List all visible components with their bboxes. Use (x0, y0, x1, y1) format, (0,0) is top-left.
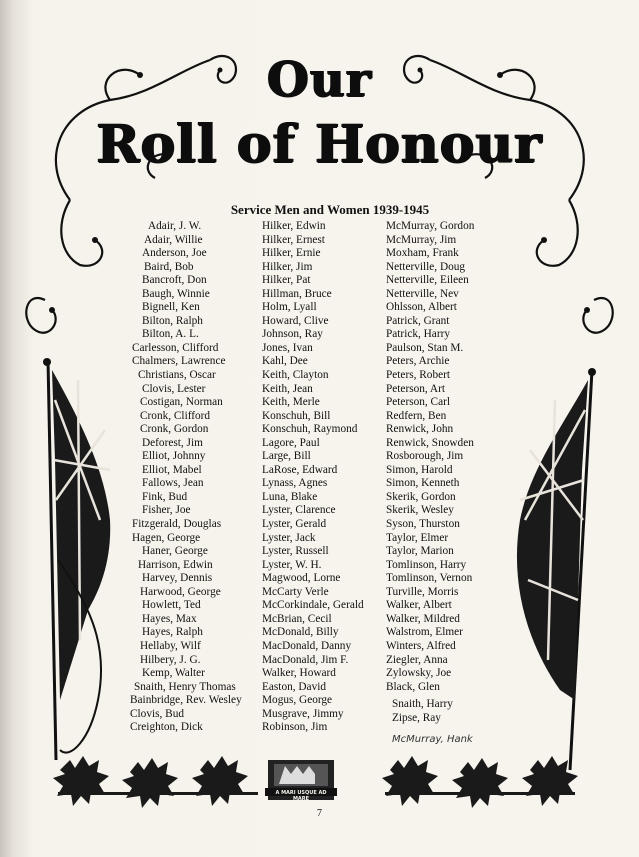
honour-name: Jones, Ivan (262, 341, 313, 354)
names-column-2 (262, 220, 364, 735)
honour-name: Walker, Albert (386, 599, 452, 612)
honour-name: MacDonald, Jim F. (262, 653, 349, 666)
honour-name: Tomlinson, Vernon (386, 572, 473, 585)
honour-name: Ohlsson, Albert (386, 301, 457, 314)
honour-name: Mogus, George (262, 694, 333, 707)
honour-name: Lyster, W. H. (262, 558, 322, 571)
honour-name: Lagore, Paul (262, 436, 320, 449)
honour-name: Paulson, Stan M. (386, 341, 464, 354)
honour-name: Anderson, Joe (142, 247, 207, 260)
honour-name: Zylowsky, Joe (386, 667, 452, 680)
honour-name: Peters, Robert (386, 369, 451, 382)
honour-name: Simon, Harold (386, 463, 453, 476)
names-column-3 (386, 220, 474, 725)
honour-name: Walstrom, Elmer (386, 626, 463, 639)
honour-name: Fink, Bud (142, 490, 188, 503)
honour-name: Adair, J. W. (148, 220, 202, 232)
honour-name: Hilker, Pat (262, 274, 311, 287)
honour-name: Taylor, Elmer (386, 531, 449, 544)
right-union-flag (517, 368, 596, 770)
honour-name: McCorkindale, Gerald (262, 599, 364, 612)
honour-name: Adair, Willie (144, 233, 203, 246)
honour-name: Hillman, Bruce (262, 287, 332, 300)
honour-name: Fitzgerald, Douglas (132, 518, 222, 531)
honour-name: Lynass, Agnes (262, 477, 328, 490)
honour-name: Konschuh, Raymond (262, 423, 358, 436)
honour-name: Fisher, Joe (142, 504, 191, 517)
honour-name: Tomlinson, Harry (386, 558, 467, 571)
honour-name: Syson, Thurston (386, 518, 460, 531)
honour-name: Skerik, Wesley (386, 504, 454, 517)
honour-name: Chalmers, Lawrence (132, 355, 226, 368)
honour-name: McCarty Verle (262, 585, 329, 598)
title-our: Our (267, 52, 372, 108)
honour-name: Bainbridge, Rev. Wesley (130, 694, 242, 707)
honour-name: MacDonald, Danny (262, 639, 352, 652)
honour-name: Peters, Archie (386, 355, 450, 368)
honour-name: Bilton, A. L. (142, 328, 199, 341)
honour-name: Rosborough, Jim (386, 450, 464, 463)
honour-name: Hilker, Ernie (262, 247, 321, 260)
honour-name: Kemp, Walter (142, 667, 205, 680)
honour-name: Ziegler, Anna (386, 653, 448, 666)
honour-name: McBrian, Cecil (262, 612, 332, 625)
honour-name: Hilker, Ernest (262, 233, 325, 246)
honour-name: Netterville, Nev (386, 287, 459, 300)
honour-name: Walker, Mildred (386, 612, 460, 625)
honour-name: Christians, Oscar (138, 369, 216, 382)
honour-name: Clovis, Bud (130, 707, 184, 720)
honour-name: Renwick, John (386, 423, 454, 436)
honour-name: Holm, Lyall (262, 301, 317, 314)
honour-name: Turville, Morris (386, 585, 459, 598)
seal-motto: A MARI USQUE AD MARE (275, 790, 327, 802)
honour-name: Lyster, Clarence (262, 504, 336, 517)
handwritten-note: McMurray, Hank (392, 734, 473, 745)
honour-name: Fallows, Jean (142, 477, 204, 490)
honour-name: Black, Glen (386, 680, 440, 693)
honour-name: Costigan, Norman (140, 396, 223, 409)
honour-name: Netterville, Eileen (386, 274, 469, 287)
page-number: 7 (317, 808, 322, 819)
honour-name: Redfern, Ben (386, 409, 447, 422)
honour-name: Robinson, Jim (262, 721, 328, 734)
honour-name: Hilker, Jim (262, 260, 313, 273)
honour-name: Harwood, George (140, 585, 221, 598)
honour-name: Zipse, Ray (392, 711, 441, 724)
list-subtitle: Service Men and Women 1939-1945 (230, 202, 430, 217)
honour-name: Lyster, Jack (262, 531, 316, 544)
honour-name: Keith, Clayton (262, 369, 329, 382)
honour-name: Patrick, Harry (386, 328, 450, 341)
honour-name: Walker, Howard (262, 667, 336, 680)
honour-name: McDonald, Billy (262, 626, 339, 639)
honour-name: Bignell, Ken (142, 301, 200, 314)
maple-leaf-border-left (53, 756, 258, 808)
honour-name: Skerik, Gordon (386, 490, 456, 503)
honour-name: Luna, Blake (262, 490, 318, 503)
honour-name: Kahl, Dee (262, 355, 308, 368)
title-roll-of-honour: Roll of Honour (96, 114, 543, 175)
honour-name: Easton, David (262, 680, 327, 693)
honour-name: LaRose, Edward (262, 463, 338, 476)
honour-name: Lyster, Russell (262, 545, 329, 558)
names-column-1 (132, 220, 242, 735)
honour-name: Bilton, Ralph (142, 314, 203, 327)
honour-name: Netterville, Doug (386, 260, 466, 273)
honour-name: Howard, Clive (262, 314, 329, 327)
honour-name: Hilbery, J. G. (140, 653, 201, 666)
honour-name: Cronk, Clifford (140, 409, 211, 422)
honour-name: Harrison, Edwin (138, 558, 213, 571)
honour-name: Baugh, Winnie (142, 287, 210, 300)
honour-name: Renwick, Snowden (386, 436, 474, 449)
honour-name: Moxham, Frank (386, 247, 459, 260)
honour-name: Carlesson, Clifford (132, 341, 219, 354)
honour-name: Magwood, Lorne (262, 572, 341, 585)
honour-name: Baird, Bob (144, 260, 194, 273)
honour-name: Keith, Merle (262, 396, 320, 409)
honour-name: Creighton, Dick (130, 721, 203, 734)
honour-name: Hagen, George (132, 531, 201, 544)
honour-name: Hilker, Edwin (262, 220, 326, 232)
honour-name: Peterson, Carl (386, 396, 451, 409)
honour-name: Winters, Alfred (386, 639, 456, 652)
honour-name: Harvey, Dennis (142, 572, 213, 585)
honour-name: Taylor, Marion (386, 545, 454, 558)
honour-name: McMurray, Jim (386, 233, 457, 246)
honour-name: Cronk, Gordon (140, 423, 209, 436)
honour-name: Clovis, Lester (142, 382, 206, 395)
honour-name: Howlett, Ted (142, 599, 201, 612)
honour-name: Snaith, Harry (392, 698, 453, 711)
honour-name: Peterson, Art (386, 382, 445, 395)
honour-name: Johnson, Ray (262, 328, 323, 341)
honour-name: Hellaby, Wilf (140, 639, 201, 652)
honour-name: Large, Bill (262, 450, 311, 463)
honour-name: Musgrave, Jimmy (262, 707, 344, 720)
maple-leaf-border-right (382, 756, 578, 808)
honour-name: Elliot, Johnny (142, 450, 206, 463)
honour-name: Hayes, Max (142, 612, 197, 625)
honour-name: Haner, George (142, 545, 208, 558)
honour-name: Elliot, Mabel (142, 463, 202, 476)
honour-name: Simon, Kenneth (386, 477, 460, 490)
honour-name: Deforest, Jim (142, 436, 203, 449)
honour-name: Lyster, Gerald (262, 518, 327, 531)
honour-name: Konschuh, Bill (262, 409, 331, 422)
honour-name: McMurray, Gordon (386, 220, 475, 232)
honour-name: Keith, Jean (262, 382, 313, 395)
honour-name: Bancroft, Don (142, 274, 207, 287)
honour-name: Patrick, Grant (386, 314, 450, 327)
honour-name: Hayes, Ralph (142, 626, 203, 639)
honour-name: Snaith, Henry Thomas (134, 680, 236, 693)
left-union-flag (43, 358, 110, 760)
